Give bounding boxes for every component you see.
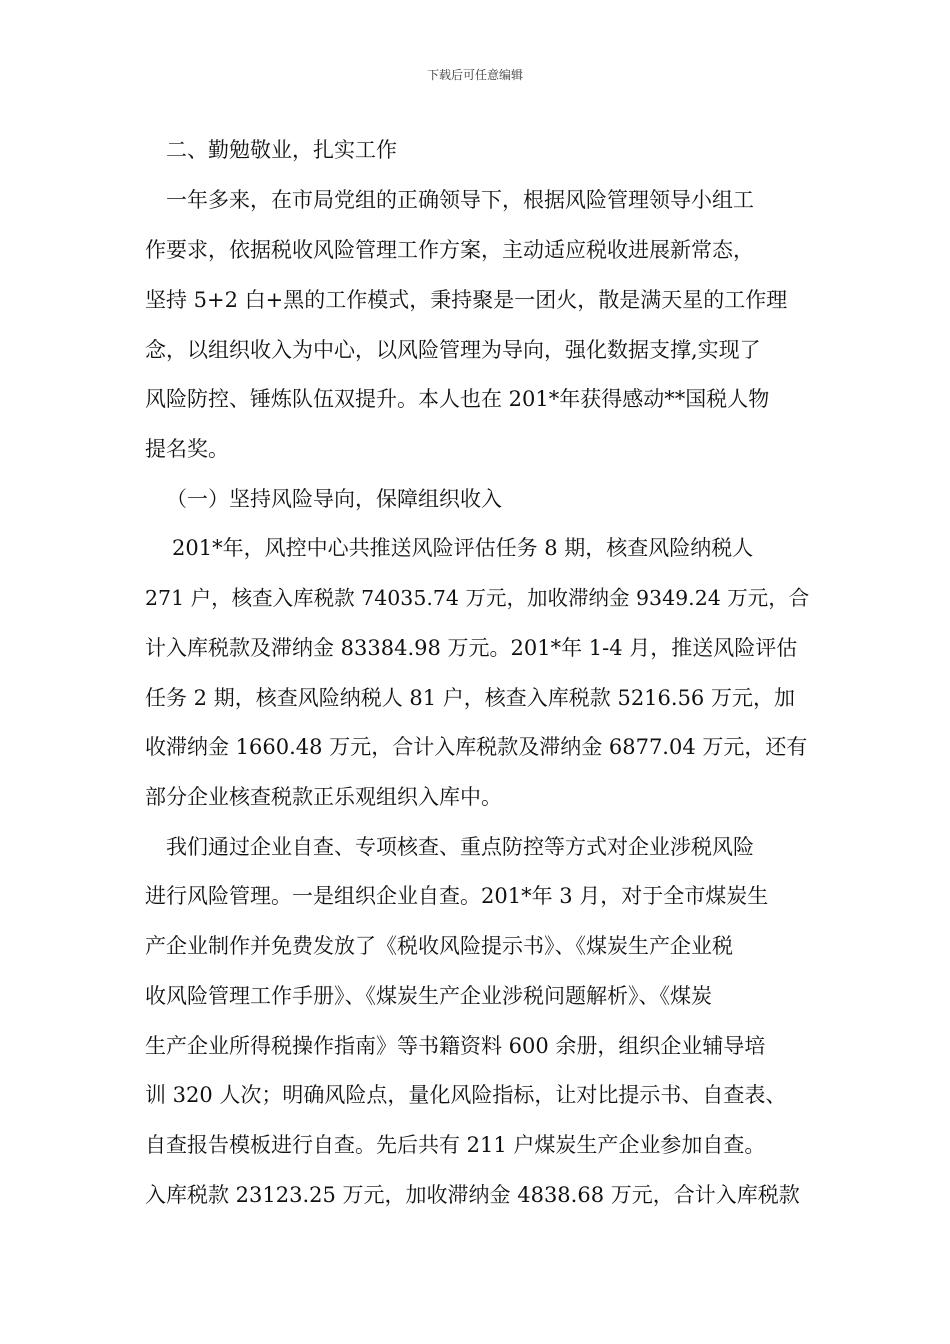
subsection-heading: （一）坚持风险导向，保障组织收入 — [166, 487, 502, 511]
paragraph-line: 部分企业核查税款正乐观组织入库中。 — [145, 785, 502, 809]
paragraph-line: 念，以组织收入为中心，以风险管理为导向，强化数据支撑,实现了 — [145, 338, 761, 362]
paragraph-line: 进行风险管理。一是组织企业自查。201*年 3 月，对于全市煤炭生 — [145, 884, 769, 908]
paragraph-line: 产企业制作并免费发放了《税收风险提示书》、《煤炭生产企业税 — [145, 934, 733, 958]
paragraph-line: 我们通过企业自查、专项核查、重点防控等方式对企业涉税风险 — [166, 835, 754, 859]
paragraph-line: 训 320 人次；明确风险点，量化风险指标，让对比提示书、自查表、 — [145, 1083, 787, 1107]
paragraph-line: 一年多来，在市局党组的正确领导下，根据风险管理领导小组工 — [166, 188, 754, 212]
section-heading: 二、勤勉敬业，扎实工作 — [166, 138, 397, 162]
paragraph-line: 提名奖。 — [145, 437, 229, 461]
paragraph-line: 收滞纳金 1660.48 万元，合计入库税款及滞纳金 6877.04 万元，还有 — [145, 735, 808, 759]
paragraph-line: 201*年，风控中心共推送风险评估任务 8 期，核查风险纳税人 — [172, 536, 754, 560]
paragraph-line: 计入库税款及滞纳金 83384.98 万元。201*年 1-4 月，推送风险评估 — [145, 636, 798, 660]
paragraph-line: 271 户，核查入库税款 74035.74 万元，加收滞纳金 9349.24 万元，合 — [145, 586, 810, 610]
paragraph-line: 任务 2 期，核查风险纳税人 81 户，核查入库税款 5216.56 万元，加 — [145, 686, 795, 710]
page-header: 下载后可任意编辑 — [426, 68, 523, 82]
paragraph-line: 自查报告模板进行自查。先后共有 211 户煤炭生产企业参加自查。 — [145, 1133, 766, 1157]
paragraph-line: 坚持 5+2 白+黑的工作模式，秉持聚是一团火，散是满天星的工作理 — [145, 288, 788, 312]
paragraph-line: 风险防控、锤炼队伍双提升。本人也在 201*年获得感动**国税人物 — [145, 387, 770, 411]
paragraph-line: 作要求，依据税收风险管理工作方案，主动适应税收进展新常态， — [145, 238, 754, 262]
paragraph-line: 生产企业所得税操作指南》等书籍资料 600 余册，组织企业辅导培 — [145, 1034, 766, 1058]
paragraph-line: 入库税款 23123.25 万元，加收滞纳金 4838.68 万元，合计入库税款 — [145, 1183, 800, 1207]
paragraph-line: 收风险管理工作手册》、《煤炭生产企业涉税问题解析》、《煤炭 — [145, 984, 712, 1008]
